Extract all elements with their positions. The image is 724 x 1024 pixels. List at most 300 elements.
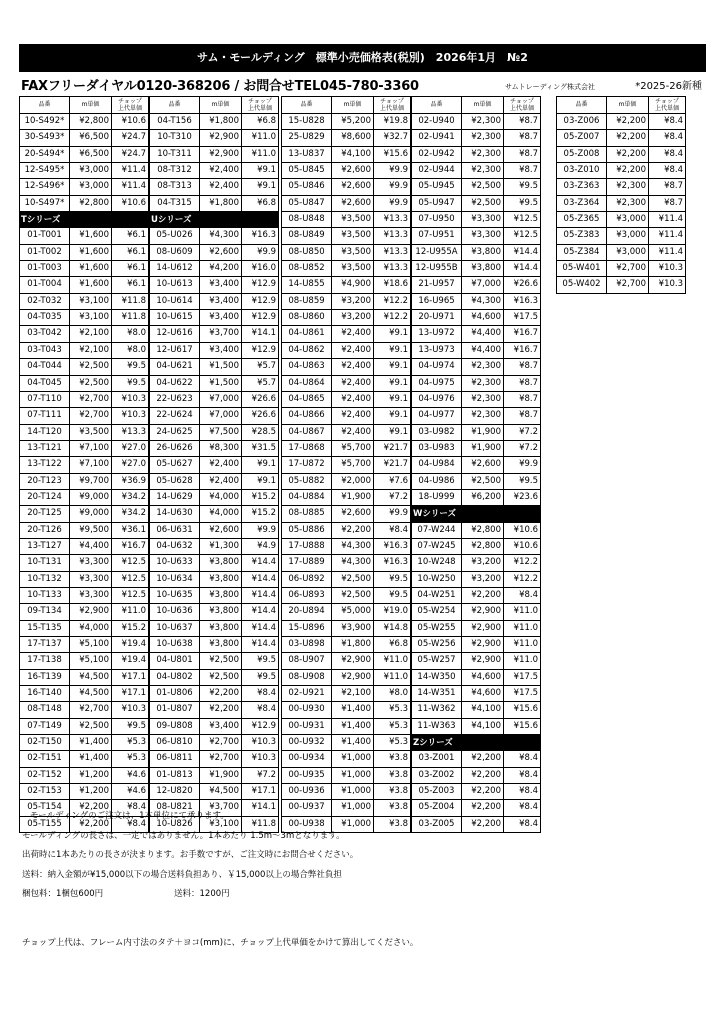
product-code: 08-U821 [149,800,200,816]
product-code: 14-U630 [149,506,200,522]
chop-unit-price: ¥8.7 [649,179,686,195]
table-row [556,212,686,228]
price-per-meter: ¥4,600 [462,310,504,326]
chop-unit-price: ¥8.4 [112,800,149,816]
product-code: 05-U886 [281,523,332,539]
price-per-meter: ¥3,200 [332,294,374,310]
section-label: Wシリーズ [413,509,456,520]
product-code: 04-U863 [281,359,332,375]
table-row [149,326,279,342]
chop-unit-price: ¥8.4 [504,768,541,784]
price-per-meter: ¥2,100 [70,343,112,359]
chop-unit-price: ¥10.3 [112,408,149,424]
header-chop: チョップ 上代単価 [242,97,279,114]
product-code: 01-T001 [19,228,70,244]
product-code: 05-Z004 [411,800,462,816]
product-code: 06-U811 [149,751,200,767]
table-row [19,343,149,359]
table-row [411,147,541,163]
price-per-meter: ¥3,400 [200,310,242,326]
table-row [411,294,541,310]
table-row [556,261,686,277]
table-row [281,326,411,342]
chop-unit-price: ¥9.1 [374,392,411,408]
chop-unit-price: ¥12.9 [242,719,279,735]
product-code: 10-T132 [19,572,70,588]
product-code: 07-W245 [411,539,462,555]
product-code: 02-U944 [411,163,462,179]
table-row [281,179,411,195]
price-per-meter: ¥2,200 [70,817,112,833]
table-row [19,425,149,441]
table-row [556,114,686,130]
chop-unit-price: ¥11.0 [504,653,541,669]
chop-unit-price: ¥8.4 [649,147,686,163]
product-code: 10-W250 [411,572,462,588]
price-per-meter: ¥2,900 [332,670,374,686]
chop-unit-price: ¥11.0 [374,670,411,686]
chop-unit-price: ¥15.6 [374,147,411,163]
price-per-meter: ¥2,700 [200,751,242,767]
chop-unit-price: ¥21.7 [374,441,411,457]
price-per-meter: ¥2,200 [200,702,242,718]
product-code: 04-U984 [411,457,462,473]
contact-line [19,79,706,95]
product-code: 20-S494* [19,147,70,163]
price-per-meter: ¥2,400 [332,425,374,441]
table-row [411,457,541,473]
product-code: 14-T120 [19,425,70,441]
product-code: 16-U965 [411,294,462,310]
chop-unit-price: ¥10.3 [242,751,279,767]
table-row [411,572,541,588]
price-per-meter: ¥1,800 [332,637,374,653]
product-code: 05-U026 [149,228,200,244]
product-code: 02-U921 [281,686,332,702]
product-code: 16-T139 [19,670,70,686]
table-row [149,539,279,555]
chop-unit-price: ¥15.2 [242,506,279,522]
price-per-meter: ¥4,500 [70,686,112,702]
price-per-meter: ¥4,300 [200,228,242,244]
chop-unit-price: ¥8.4 [374,523,411,539]
table-row [149,163,279,179]
table-row [556,245,686,261]
chop-unit-price: ¥13.3 [112,425,149,441]
chop-unit-price: ¥13.3 [374,228,411,244]
price-per-meter: ¥2,200 [462,800,504,816]
price-per-meter: ¥2,400 [332,326,374,342]
chop-unit-price: ¥21.7 [374,457,411,473]
table-row [19,637,149,653]
table-row [411,523,541,539]
chop-unit-price: ¥6.1 [112,245,149,261]
chop-unit-price: ¥10.3 [112,392,149,408]
product-code: 11-W363 [411,719,462,735]
table-row [281,768,411,784]
chop-unit-price: ¥14.4 [504,245,541,261]
price-per-meter: ¥1,600 [70,228,112,244]
chop-unit-price: ¥34.2 [112,490,149,506]
chop-unit-price: ¥8.4 [649,114,686,130]
price-per-meter: ¥1,400 [332,702,374,718]
product-code: 05-Z003 [411,784,462,800]
price-per-meter: ¥9,500 [70,523,112,539]
table-row [281,735,411,751]
price-per-meter: ¥2,500 [462,474,504,490]
price-per-meter: ¥3,400 [200,294,242,310]
table-row [411,474,541,490]
table-row [281,343,411,359]
product-code: 03-U982 [411,425,462,441]
price-per-meter: ¥2,400 [200,179,242,195]
product-code: 08-U849 [281,228,332,244]
price-per-meter: ¥6,500 [70,130,112,146]
chop-unit-price: ¥11.8 [242,817,279,833]
chop-unit-price: ¥16.7 [504,343,541,359]
header-code: 品番 [411,97,462,114]
chop-unit-price: ¥9.5 [504,179,541,195]
chop-unit-price: ¥9.1 [242,179,279,195]
table-row [149,441,279,457]
product-code: 10-U637 [149,621,200,637]
chop-unit-price: ¥9.1 [242,163,279,179]
table-row [149,702,279,718]
product-code: 10-W248 [411,555,462,571]
table-row [281,523,411,539]
price-per-meter: ¥3,800 [200,588,242,604]
chop-unit-price: ¥9.5 [504,196,541,212]
chop-unit-price: ¥11.4 [112,179,149,195]
price-per-meter: ¥2,400 [332,359,374,375]
price-per-meter: ¥3,800 [200,604,242,620]
price-per-meter: ¥2,900 [200,147,242,163]
chop-unit-price: ¥12.9 [242,310,279,326]
price-per-meter: ¥5,700 [332,441,374,457]
table-row [19,294,149,310]
chop-unit-price: ¥16.3 [504,294,541,310]
table-row [149,670,279,686]
price-per-meter: ¥2,500 [462,196,504,212]
price-per-meter: ¥7,100 [70,457,112,473]
price-per-meter: ¥2,200 [462,817,504,833]
price-per-meter: ¥4,000 [70,621,112,637]
price-per-meter: ¥3,200 [332,310,374,326]
price-per-meter: ¥2,300 [462,359,504,375]
price-per-meter: ¥3,000 [70,163,112,179]
new-items-note: *2025-26新種 [635,81,702,92]
table-row [19,702,149,718]
price-per-meter: ¥3,800 [462,261,504,277]
section-header [411,735,541,751]
price-per-meter: ¥5,700 [332,457,374,473]
product-code: 14-W350 [411,670,462,686]
table-row [411,719,541,735]
table-row [149,147,279,163]
table-row [411,179,541,195]
table-row [149,294,279,310]
price-per-meter: ¥2,300 [462,114,504,130]
chop-unit-price: ¥8.4 [504,751,541,767]
section-header [19,212,149,228]
price-per-meter: ¥1,000 [332,751,374,767]
table-column [411,96,541,833]
product-code: 04-T035 [19,310,70,326]
product-code: 14-U612 [149,261,200,277]
price-per-meter: ¥1,900 [200,768,242,784]
chop-unit-price: ¥4.6 [112,768,149,784]
chop-unit-price: ¥8.4 [504,800,541,816]
price-per-meter: ¥3,400 [200,343,242,359]
table-row [19,228,149,244]
table-header [556,96,686,114]
product-code: 07-U950 [411,212,462,228]
product-code: 03-Z006 [556,114,607,130]
price-per-meter: ¥4,300 [332,555,374,571]
price-per-meter: ¥2,500 [70,359,112,375]
table-row [19,408,149,424]
table-row [281,228,411,244]
chop-unit-price: ¥8.7 [504,163,541,179]
price-per-meter: ¥1,900 [462,425,504,441]
table-row [281,163,411,179]
product-code: 10-U633 [149,555,200,571]
chop-unit-price: ¥11.0 [504,637,541,653]
product-code: 04-U801 [149,653,200,669]
header-code: 品番 [556,97,607,114]
price-per-meter: ¥3,100 [200,817,242,833]
product-code: 05-U845 [281,163,332,179]
product-code: 02-T152 [19,768,70,784]
chop-unit-price: ¥14.4 [242,588,279,604]
price-per-meter: ¥2,500 [332,588,374,604]
product-code: 14-W351 [411,686,462,702]
product-code: 10-U634 [149,572,200,588]
product-code: 04-U866 [281,408,332,424]
table-row [281,425,411,441]
table-row [281,686,411,702]
price-per-meter: ¥2,200 [607,114,649,130]
chop-unit-price: ¥9.5 [242,670,279,686]
chop-unit-price: ¥11.0 [112,604,149,620]
table-row [149,686,279,702]
product-code: 00-U934 [281,751,332,767]
price-per-meter: ¥2,200 [462,751,504,767]
price-per-meter: ¥2,300 [462,376,504,392]
product-code: 17-T138 [19,653,70,669]
chop-unit-price: ¥6.1 [112,228,149,244]
product-code: 04-U632 [149,539,200,555]
price-per-meter: ¥3,800 [200,572,242,588]
price-per-meter: ¥2,500 [462,179,504,195]
table-row [411,310,541,326]
product-code: 03-Z005 [411,817,462,833]
table-row [411,702,541,718]
product-code: 05-Z365 [556,212,607,228]
price-per-meter: ¥2,400 [332,376,374,392]
product-code: 04-U802 [149,670,200,686]
product-code: 20-U971 [411,310,462,326]
table-row [19,359,149,375]
product-code: 13-U972 [411,326,462,342]
chop-unit-price: ¥3.8 [374,768,411,784]
price-per-meter: ¥3,100 [70,310,112,326]
product-code: 05-Z383 [556,228,607,244]
chop-unit-price: ¥14.1 [242,326,279,342]
product-code: 08-U885 [281,506,332,522]
table-row [281,588,411,604]
price-per-meter: ¥6,200 [462,490,504,506]
chop-unit-price: ¥9.5 [504,474,541,490]
chop-unit-price: ¥12.2 [374,294,411,310]
product-code: 22-U623 [149,392,200,408]
table-header [281,96,411,114]
chop-unit-price: ¥8.4 [504,588,541,604]
table-row [19,572,149,588]
table-row [411,130,541,146]
section-label: Uシリーズ [151,215,192,226]
table-row [19,784,149,800]
price-per-meter: ¥2,700 [607,277,649,293]
product-code: 04-U986 [411,474,462,490]
price-per-meter: ¥1,200 [70,784,112,800]
product-code: 05-U882 [281,474,332,490]
product-code: 20-T123 [19,474,70,490]
table-row [149,751,279,767]
product-code: 10-U826 [149,817,200,833]
chop-unit-price: ¥12.5 [112,555,149,571]
product-code: 10-U614 [149,294,200,310]
product-code: 04-U977 [411,408,462,424]
chop-unit-price: ¥9.5 [112,376,149,392]
table-row [411,261,541,277]
chop-unit-price: ¥10.6 [504,523,541,539]
product-code: 03-Z010 [556,163,607,179]
price-per-meter: ¥2,200 [462,588,504,604]
chop-unit-price: ¥6.1 [112,261,149,277]
price-per-meter: ¥2,400 [200,163,242,179]
table-row [411,228,541,244]
chop-unit-price: ¥17.5 [504,310,541,326]
price-per-meter: ¥3,400 [200,277,242,293]
product-code: 14-U629 [149,490,200,506]
chop-unit-price: ¥27.0 [112,457,149,473]
price-per-meter: ¥1,900 [332,490,374,506]
price-per-meter: ¥3,800 [200,637,242,653]
chop-unit-price: ¥6.1 [112,277,149,293]
product-code: 15-T135 [19,621,70,637]
price-per-meter: ¥1,400 [332,719,374,735]
table-row [149,735,279,751]
chop-unit-price: ¥17.1 [112,686,149,702]
price-per-meter: ¥2,900 [200,130,242,146]
chop-unit-price: ¥27.0 [112,441,149,457]
price-per-meter: ¥3,300 [70,588,112,604]
chop-unit-price: ¥16.7 [112,539,149,555]
chop-unit-price: ¥19.0 [374,604,411,620]
table-row [411,441,541,457]
chop-unit-price: ¥15.6 [504,702,541,718]
price-per-meter: ¥1,500 [200,359,242,375]
chop-unit-price: ¥14.4 [242,555,279,571]
table-row [281,147,411,163]
price-per-meter: ¥2,600 [332,163,374,179]
chop-unit-price: ¥12.2 [504,572,541,588]
price-per-meter: ¥3,700 [200,326,242,342]
chop-unit-price: ¥8.7 [504,408,541,424]
page-title: サム・モールディング 標準小売価格表(税別) 2026年1月 №2 [19,44,706,72]
table-header [149,96,279,114]
price-per-meter: ¥2,300 [462,163,504,179]
chop-unit-price: ¥24.7 [112,147,149,163]
chop-unit-price: ¥10.3 [242,735,279,751]
table-row [19,310,149,326]
table-row [19,751,149,767]
chop-unit-price: ¥36.9 [112,474,149,490]
table-row [556,130,686,146]
table-row [149,277,279,293]
table-row [19,670,149,686]
price-per-meter: ¥3,000 [70,179,112,195]
chop-unit-price: ¥8.4 [504,784,541,800]
price-per-meter: ¥4,500 [200,784,242,800]
product-code: 00-U930 [281,702,332,718]
table-row [411,588,541,604]
product-code: 00-U936 [281,784,332,800]
price-per-meter: ¥1,500 [200,376,242,392]
chop-unit-price: ¥24.7 [112,130,149,146]
price-per-meter: ¥2,400 [332,343,374,359]
price-per-meter: ¥2,800 [462,523,504,539]
chop-unit-price: ¥18.6 [374,277,411,293]
table-row [19,457,149,473]
product-code: 06-U892 [281,572,332,588]
chop-unit-price: ¥26.6 [242,408,279,424]
price-per-meter: ¥2,700 [607,261,649,277]
product-code: 09-T134 [19,604,70,620]
chop-unit-price: ¥9.1 [242,474,279,490]
table-row [19,588,149,604]
price-per-meter: ¥5,200 [332,114,374,130]
table-row [149,228,279,244]
price-per-meter: ¥7,100 [70,441,112,457]
price-per-meter: ¥2,200 [607,147,649,163]
chop-unit-price: ¥15.2 [112,621,149,637]
product-code: 20-T126 [19,523,70,539]
price-per-meter: ¥1,800 [200,114,242,130]
product-code: 08-T148 [19,702,70,718]
table-row [149,490,279,506]
price-per-meter: ¥5,000 [332,604,374,620]
price-per-meter: ¥2,500 [70,376,112,392]
price-per-meter: ¥2,300 [607,179,649,195]
chop-unit-price: ¥5.3 [374,735,411,751]
product-code: 02-T151 [19,751,70,767]
chop-unit-price: ¥8.0 [374,686,411,702]
chop-unit-price: ¥9.1 [374,425,411,441]
product-code: 05-U846 [281,179,332,195]
price-per-meter: ¥2,800 [70,196,112,212]
product-code: 03-Z002 [411,768,462,784]
product-code: 08-T312 [149,163,200,179]
table-row [281,653,411,669]
chop-unit-price: ¥9.9 [504,457,541,473]
table-row [411,653,541,669]
product-code: 07-U951 [411,228,462,244]
product-code: 10-S492* [19,114,70,130]
price-per-meter: ¥2,200 [607,163,649,179]
chop-unit-price: ¥11.0 [242,130,279,146]
